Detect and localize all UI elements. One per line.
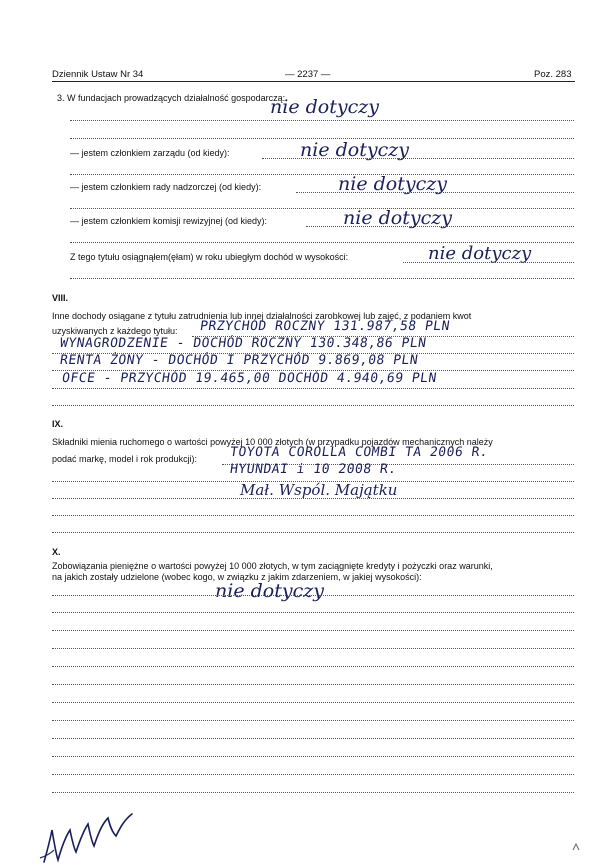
dotted-line — [52, 630, 574, 631]
section-ix-text-2: podać markę, model i rok produkcji): — [52, 454, 198, 464]
page-number: — 2237 — — [285, 69, 331, 80]
dotted-line — [306, 226, 574, 227]
supervisory-board-answer: nie dotyczy — [338, 173, 447, 195]
dotted-line — [52, 648, 574, 649]
dotted-line — [52, 612, 574, 613]
dotted-line — [52, 702, 574, 703]
header-rule — [52, 81, 575, 82]
income-entry-2: WYNAGRODZENIE - DOCHÓD ROCZNY 130.348,86 PLN — [58, 336, 428, 351]
dotted-line — [403, 262, 574, 263]
vehicle-entry-3: Mał. Wspól. Majątku — [240, 481, 398, 499]
foundations-answer: nie dotyczy — [270, 96, 379, 118]
dotted-line — [52, 720, 574, 721]
dotted-line — [52, 756, 574, 757]
dotted-line — [52, 532, 574, 533]
section-viii-heading: VIII. — [52, 293, 69, 303]
section-x-text-2: na jakich zostały udzielone (wobec kogo, w związku z jakim zdarzeniem, w jakiej wysokości): — [52, 572, 422, 582]
income-entry-4: OFCE - PRZYCHÓD 19.465,00 DOCHÓD 4.940,69 PLN — [60, 371, 438, 386]
dotted-line — [70, 278, 574, 279]
dotted-line — [52, 684, 574, 685]
dotted-line — [70, 120, 574, 121]
foundations-question: 3. W fundacjach prowadzących działalność gospodarczą: — [57, 93, 286, 103]
vehicle-entry-1: TOYOTA COROLLA COMBI TA 2006 R. — [228, 445, 490, 460]
section-x-text-1: Zobowiązania pieniężne o wartości powyżej 10 000 złotych, w tym zaciągnięte kredyty i pożyczki oraz warunki, — [52, 561, 493, 571]
income-entry-3: RENTA ŻONY - DOCHÓD I PRZYCHÓD 9.869,08 PLN — [58, 353, 420, 368]
section-ix-text-1: Składniki mienia ruchomego o wartości powyżej 10 000 złotych (w przypadku pojazdów mechanicznych należy — [52, 437, 493, 447]
foundation-income-label: Z tego tytułu osiągnąłem(ęłam) w roku ubiegłym dochód w wysokości: — [70, 252, 349, 262]
foundation-income-answer: nie dotyczy — [428, 243, 532, 264]
board-member-answer: nie dotyczy — [300, 139, 409, 161]
dotted-line — [52, 666, 574, 667]
dotted-line — [262, 158, 574, 159]
dotted-line — [52, 774, 574, 775]
signature-scribble — [36, 800, 146, 867]
section-ix-heading: IX. — [52, 419, 64, 429]
audit-committee-answer: nie dotyczy — [343, 207, 452, 229]
dotted-line — [52, 388, 574, 389]
dotted-line — [52, 595, 574, 596]
journal-name: Dziennik Ustaw Nr 34 — [52, 69, 144, 80]
dotted-line — [52, 515, 574, 516]
position-number: Poz. 283 — [534, 69, 572, 80]
dotted-line — [296, 192, 574, 193]
section-x-heading: X. — [52, 547, 61, 557]
corner-mark — [572, 843, 580, 851]
dotted-line — [52, 498, 574, 499]
dotted-line — [70, 174, 574, 175]
dotted-line — [52, 738, 574, 739]
section-viii-text-1: Inne dochody osiągane z tytułu zatrudnienia lub innej działalności zarobkowej lub zajęć, z podaniem kwot — [52, 311, 472, 321]
supervisory-board-label: — jestem członkiem rady nadzorczej (od kiedy): — [70, 182, 262, 192]
vehicle-entry-2: HYUNDAI i 10 2008 R. — [228, 462, 398, 477]
dotted-line — [70, 208, 574, 209]
board-member-label: — jestem członkiem zarządu (od kiedy): — [70, 148, 230, 158]
dotted-line — [52, 792, 574, 793]
section-viii-text-2: uzyskiwanych z każdego tytułu: — [52, 326, 178, 336]
dotted-line — [52, 405, 574, 406]
audit-committee-label: — jestem członkiem komisji rewizyjnej (od kiedy): — [70, 216, 268, 226]
income-entry-1: PRZYCHÓD ROCZNY 131.987,58 PLN — [198, 319, 451, 334]
liabilities-answer: nie dotyczy — [215, 580, 324, 602]
